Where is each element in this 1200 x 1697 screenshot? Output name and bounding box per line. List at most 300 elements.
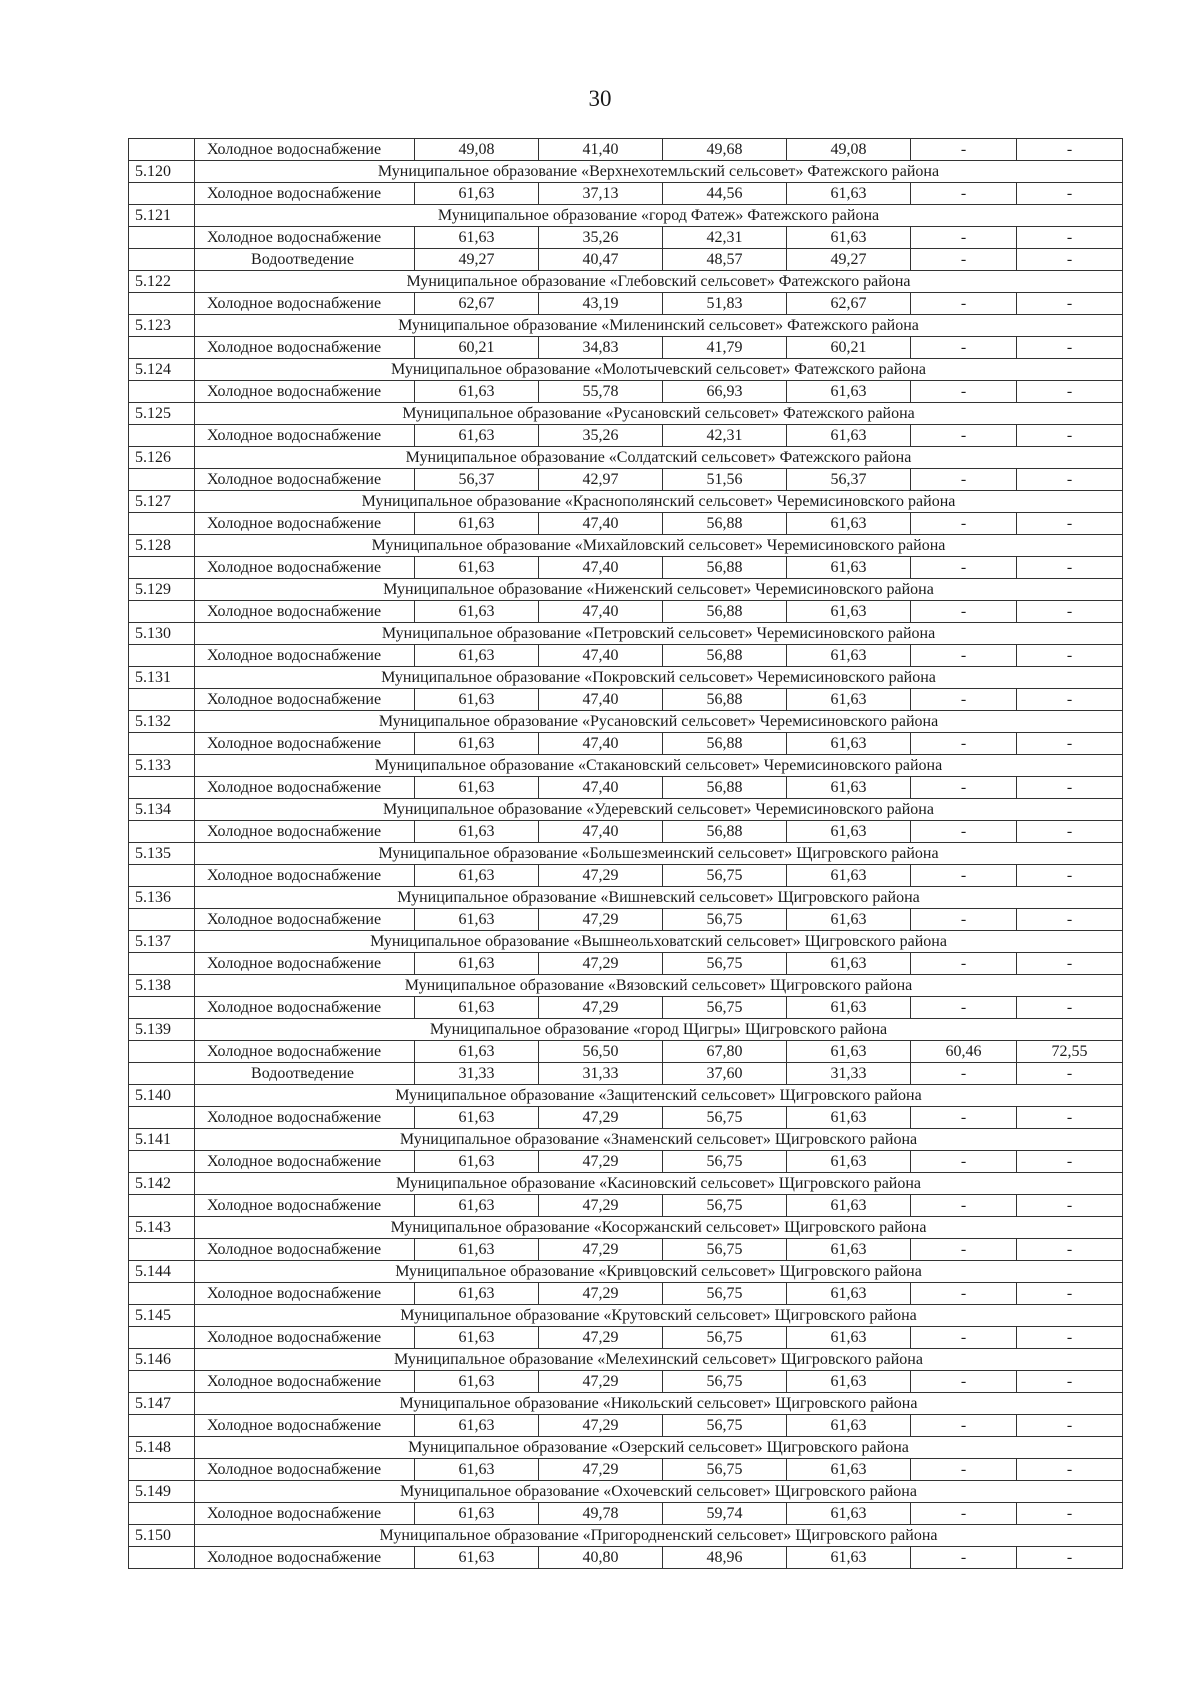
tariff-value-4: 61,63	[787, 425, 911, 447]
tariff-value-6: -	[1017, 865, 1123, 887]
municipality-row	[129, 1261, 1123, 1283]
service-row	[129, 293, 1123, 315]
municipality-title: Муниципальное образование «Покровский сельсовет» Черемисиновского района	[195, 667, 1123, 689]
municipality-title: Муниципальное образование «Никольский сельсовет» Щигровского района	[195, 1393, 1123, 1415]
tariff-value-3: 37,60	[663, 1063, 787, 1085]
item-number	[129, 1283, 195, 1305]
item-number: 5.144	[129, 1261, 195, 1283]
tariff-value-2: 47,40	[539, 513, 663, 535]
municipality-row	[129, 1217, 1123, 1239]
tariff-value-1: 61,63	[415, 1107, 539, 1129]
tariff-value-3: 56,88	[663, 733, 787, 755]
service-row	[129, 997, 1123, 1019]
municipality-title: Муниципальное образование «Солдатский сельсовет» Фатежского района	[195, 447, 1123, 469]
tariff-value-2: 47,29	[539, 1459, 663, 1481]
tariff-value-5: -	[911, 1547, 1017, 1569]
service-label: Холодное водоснабжение	[195, 953, 415, 975]
service-label: Холодное водоснабжение	[195, 1547, 415, 1569]
tariff-value-3: 66,93	[663, 381, 787, 403]
municipality-row	[129, 975, 1123, 997]
service-label: Холодное водоснабжение	[195, 425, 415, 447]
item-number	[129, 733, 195, 755]
item-number: 5.147	[129, 1393, 195, 1415]
municipality-title: Муниципальное образование «Вишневский сельсовет» Щигровского района	[195, 887, 1123, 909]
municipality-row	[129, 1393, 1123, 1415]
tariff-value-4: 61,63	[787, 1195, 911, 1217]
tariff-value-1: 61,63	[415, 1327, 539, 1349]
service-label: Холодное водоснабжение	[195, 139, 415, 161]
municipality-title: Муниципальное образование «Русановский сельсовет» Фатежского района	[195, 403, 1123, 425]
municipality-row	[129, 205, 1123, 227]
tariff-value-6: -	[1017, 1415, 1123, 1437]
tariff-value-1: 61,63	[415, 1371, 539, 1393]
tariff-value-4: 49,27	[787, 249, 911, 271]
tariff-value-2: 47,40	[539, 557, 663, 579]
municipality-row	[129, 1019, 1123, 1041]
tariff-value-5: -	[911, 1415, 1017, 1437]
tariff-value-1: 61,63	[415, 183, 539, 205]
tariff-value-6: -	[1017, 953, 1123, 975]
tariff-value-3: 56,88	[663, 689, 787, 711]
tariff-value-6: -	[1017, 1283, 1123, 1305]
tariff-value-5: -	[911, 469, 1017, 491]
tariff-value-4: 61,63	[787, 689, 911, 711]
service-label: Холодное водоснабжение	[195, 1503, 415, 1525]
municipality-row	[129, 1129, 1123, 1151]
item-number	[129, 183, 195, 205]
tariff-value-6: -	[1017, 249, 1123, 271]
tariff-value-6: -	[1017, 909, 1123, 931]
tariff-value-1: 62,67	[415, 293, 539, 315]
service-label: Холодное водоснабжение	[195, 1459, 415, 1481]
municipality-row	[129, 667, 1123, 689]
tariff-value-1: 61,63	[415, 1151, 539, 1173]
tariff-value-2: 47,40	[539, 733, 663, 755]
tariff-value-4: 61,63	[787, 1415, 911, 1437]
municipality-row	[129, 623, 1123, 645]
municipality-title: Муниципальное образование «Знаменский сельсовет» Щигровского района	[195, 1129, 1123, 1151]
tariff-value-3: 42,31	[663, 425, 787, 447]
municipality-row	[129, 1305, 1123, 1327]
tariff-value-6: -	[1017, 1503, 1123, 1525]
tariff-value-1: 61,63	[415, 513, 539, 535]
service-label: Холодное водоснабжение	[195, 1371, 415, 1393]
municipality-title: Муниципальное образование «Петровский сельсовет» Черемисиновского района	[195, 623, 1123, 645]
tariff-value-3: 56,88	[663, 777, 787, 799]
municipality-row	[129, 271, 1123, 293]
service-row	[129, 513, 1123, 535]
tariff-value-3: 49,68	[663, 139, 787, 161]
tariff-value-2: 37,13	[539, 183, 663, 205]
service-label: Холодное водоснабжение	[195, 1239, 415, 1261]
item-number: 5.132	[129, 711, 195, 733]
tariff-value-6: -	[1017, 1239, 1123, 1261]
tariff-value-2: 47,29	[539, 909, 663, 931]
tariff-value-2: 56,50	[539, 1041, 663, 1063]
tariff-value-5: -	[911, 1063, 1017, 1085]
tariff-value-5: -	[911, 381, 1017, 403]
tariff-value-1: 61,63	[415, 689, 539, 711]
service-row	[129, 227, 1123, 249]
municipality-title: Муниципальное образование «Верхнехотемльский сельсовет» Фатежского района	[195, 161, 1123, 183]
item-number: 5.130	[129, 623, 195, 645]
municipality-row	[129, 755, 1123, 777]
tariff-value-6: -	[1017, 1107, 1123, 1129]
municipality-title: Муниципальное образование «Вышнеольховатский сельсовет» Щигровского района	[195, 931, 1123, 953]
service-row	[129, 1459, 1123, 1481]
municipality-title: Муниципальное образование «Кривцовский сельсовет» Щигровского района	[195, 1261, 1123, 1283]
service-label: Водоотведение	[195, 1063, 415, 1085]
tariff-value-1: 61,63	[415, 1503, 539, 1525]
item-number: 5.123	[129, 315, 195, 337]
municipality-row	[129, 403, 1123, 425]
tariff-value-3: 48,57	[663, 249, 787, 271]
item-number	[129, 469, 195, 491]
service-row	[129, 1239, 1123, 1261]
tariff-value-2: 47,29	[539, 1283, 663, 1305]
tariff-value-5: -	[911, 953, 1017, 975]
tariff-value-6: -	[1017, 139, 1123, 161]
item-number	[129, 601, 195, 623]
tariff-value-3: 56,75	[663, 1195, 787, 1217]
municipality-title: Муниципальное образование «Озерский сельсовет» Щигровского района	[195, 1437, 1123, 1459]
tariff-value-6: -	[1017, 821, 1123, 843]
tariff-value-2: 47,29	[539, 1107, 663, 1129]
service-row	[129, 1371, 1123, 1393]
service-row	[129, 1107, 1123, 1129]
service-label: Холодное водоснабжение	[195, 293, 415, 315]
municipality-title: Муниципальное образование «Мелехинский сельсовет» Щигровского района	[195, 1349, 1123, 1371]
municipality-title: Муниципальное образование «город Фатеж» Фатежского района	[195, 205, 1123, 227]
tariff-value-6: -	[1017, 1151, 1123, 1173]
item-number: 5.137	[129, 931, 195, 953]
tariff-value-1: 61,63	[415, 557, 539, 579]
tariff-value-2: 47,29	[539, 1327, 663, 1349]
tariff-value-2: 35,26	[539, 425, 663, 447]
tariff-value-4: 61,63	[787, 1283, 911, 1305]
tariff-value-5: -	[911, 1327, 1017, 1349]
tariff-value-4: 61,63	[787, 865, 911, 887]
tariff-value-4: 61,63	[787, 513, 911, 535]
tariff-value-3: 56,75	[663, 1151, 787, 1173]
tariff-value-6: -	[1017, 997, 1123, 1019]
tariff-value-5: -	[911, 425, 1017, 447]
tariff-value-1: 61,63	[415, 821, 539, 843]
service-label: Холодное водоснабжение	[195, 865, 415, 887]
item-number: 5.133	[129, 755, 195, 777]
service-label: Холодное водоснабжение	[195, 227, 415, 249]
service-label: Холодное водоснабжение	[195, 1415, 415, 1437]
tariff-value-1: 31,33	[415, 1063, 539, 1085]
municipality-title: Муниципальное образование «Русановский сельсовет» Черемисиновского района	[195, 711, 1123, 733]
tariff-value-2: 47,29	[539, 1371, 663, 1393]
tariff-value-2: 40,47	[539, 249, 663, 271]
municipality-row	[129, 1525, 1123, 1547]
item-number	[129, 777, 195, 799]
item-number	[129, 1503, 195, 1525]
item-number: 5.143	[129, 1217, 195, 1239]
tariff-value-3: 59,74	[663, 1503, 787, 1525]
municipality-title: Муниципальное образование «Глебовский сельсовет» Фатежского района	[195, 271, 1123, 293]
tariff-value-4: 61,63	[787, 1459, 911, 1481]
tariff-value-3: 56,88	[663, 557, 787, 579]
item-number	[129, 337, 195, 359]
tariff-value-2: 47,29	[539, 1239, 663, 1261]
page-number: 30	[588, 86, 612, 111]
service-label: Холодное водоснабжение	[195, 1327, 415, 1349]
item-number	[129, 689, 195, 711]
item-number	[129, 645, 195, 667]
service-label: Холодное водоснабжение	[195, 997, 415, 1019]
tariff-value-4: 61,63	[787, 1371, 911, 1393]
tariff-value-4: 61,63	[787, 1107, 911, 1129]
tariff-value-4: 60,21	[787, 337, 911, 359]
tariff-value-1: 61,63	[415, 1041, 539, 1063]
service-row	[129, 645, 1123, 667]
tariff-value-5: -	[911, 139, 1017, 161]
tariff-value-2: 47,40	[539, 777, 663, 799]
tariff-value-2: 43,19	[539, 293, 663, 315]
municipality-row	[129, 1481, 1123, 1503]
municipality-title: Муниципальное образование «Вязовский сельсовет» Щигровского района	[195, 975, 1123, 997]
tariff-value-6: -	[1017, 183, 1123, 205]
tariff-value-5: -	[911, 183, 1017, 205]
tariff-value-3: 56,88	[663, 513, 787, 535]
tariff-value-6: -	[1017, 293, 1123, 315]
municipality-title: Муниципальное образование «Ниженский сельсовет» Черемисиновского района	[195, 579, 1123, 601]
tariff-value-3: 56,75	[663, 1459, 787, 1481]
municipality-row	[129, 579, 1123, 601]
tariff-value-5: -	[911, 821, 1017, 843]
municipality-title: Муниципальное образование «Пригородненский сельсовет» Щигровского района	[195, 1525, 1123, 1547]
service-row	[129, 821, 1123, 843]
tariff-value-2: 55,78	[539, 381, 663, 403]
item-number	[129, 1107, 195, 1129]
municipality-title: Муниципальное образование «Стакановский сельсовет» Черемисиновского района	[195, 755, 1123, 777]
service-label: Холодное водоснабжение	[195, 1107, 415, 1129]
tariff-value-1: 61,63	[415, 645, 539, 667]
tariff-value-1: 61,63	[415, 865, 539, 887]
tariff-value-4: 56,37	[787, 469, 911, 491]
item-number: 5.146	[129, 1349, 195, 1371]
tariff-value-3: 56,75	[663, 1327, 787, 1349]
municipality-row	[129, 315, 1123, 337]
service-row	[129, 1327, 1123, 1349]
municipality-title: Муниципальное образование «Охочевский сельсовет» Щигровского района	[195, 1481, 1123, 1503]
municipality-row	[129, 931, 1123, 953]
item-number: 5.120	[129, 161, 195, 183]
service-label: Холодное водоснабжение	[195, 601, 415, 623]
municipality-row	[129, 1173, 1123, 1195]
item-number: 5.124	[129, 359, 195, 381]
service-row	[129, 733, 1123, 755]
tariff-value-4: 61,63	[787, 1547, 911, 1569]
tariff-value-6: -	[1017, 557, 1123, 579]
tariff-value-5: -	[911, 1283, 1017, 1305]
tariff-value-4: 61,63	[787, 909, 911, 931]
tariff-value-6: -	[1017, 645, 1123, 667]
tariff-value-2: 31,33	[539, 1063, 663, 1085]
tariff-value-3: 41,79	[663, 337, 787, 359]
item-number: 5.135	[129, 843, 195, 865]
municipality-row	[129, 843, 1123, 865]
tariff-table-body	[129, 139, 1123, 1569]
tariff-value-4: 61,63	[787, 557, 911, 579]
tariff-value-5: -	[911, 733, 1017, 755]
tariff-value-1: 61,63	[415, 425, 539, 447]
municipality-title: Муниципальное образование «Краснополянский сельсовет» Черемисиновского района	[195, 491, 1123, 513]
item-number	[129, 1151, 195, 1173]
service-label: Холодное водоснабжение	[195, 733, 415, 755]
item-number	[129, 381, 195, 403]
municipality-row	[129, 535, 1123, 557]
tariff-value-1: 61,63	[415, 953, 539, 975]
service-row	[129, 469, 1123, 491]
municipality-row	[129, 1349, 1123, 1371]
item-number	[129, 821, 195, 843]
item-number: 5.134	[129, 799, 195, 821]
tariff-value-5: -	[911, 1503, 1017, 1525]
tariff-value-2: 47,40	[539, 689, 663, 711]
service-row	[129, 337, 1123, 359]
tariff-value-6: -	[1017, 1327, 1123, 1349]
tariff-value-3: 67,80	[663, 1041, 787, 1063]
service-row	[129, 909, 1123, 931]
tariff-value-2: 47,29	[539, 1415, 663, 1437]
tariff-value-4: 31,33	[787, 1063, 911, 1085]
tariff-value-5: 60,46	[911, 1041, 1017, 1063]
service-row	[129, 1415, 1123, 1437]
tariff-value-2: 47,29	[539, 1151, 663, 1173]
tariff-value-6: -	[1017, 1459, 1123, 1481]
tariff-value-3: 56,75	[663, 1107, 787, 1129]
service-label: Холодное водоснабжение	[195, 557, 415, 579]
tariff-value-3: 56,75	[663, 909, 787, 931]
service-label: Холодное водоснабжение	[195, 381, 415, 403]
tariff-value-3: 56,75	[663, 865, 787, 887]
item-number: 5.142	[129, 1173, 195, 1195]
tariff-value-5: -	[911, 1239, 1017, 1261]
service-row	[129, 381, 1123, 403]
municipality-title: Муниципальное образование «Большезмеинский сельсовет» Щигровского района	[195, 843, 1123, 865]
tariff-value-1: 61,63	[415, 909, 539, 931]
tariff-value-4: 61,63	[787, 821, 911, 843]
item-number: 5.145	[129, 1305, 195, 1327]
item-number	[129, 425, 195, 447]
tariff-value-1: 61,63	[415, 733, 539, 755]
tariff-value-1: 61,63	[415, 777, 539, 799]
item-number	[129, 139, 195, 161]
tariff-value-6: -	[1017, 425, 1123, 447]
tariff-value-4: 61,63	[787, 1041, 911, 1063]
municipality-title: Муниципальное образование «Молотычевский сельсовет» Фатежского района	[195, 359, 1123, 381]
tariff-value-4: 62,67	[787, 293, 911, 315]
tariff-value-2: 41,40	[539, 139, 663, 161]
item-number	[129, 1459, 195, 1481]
tariff-value-5: -	[911, 997, 1017, 1019]
service-label: Холодное водоснабжение	[195, 1151, 415, 1173]
tariff-value-5: -	[911, 227, 1017, 249]
service-row	[129, 1283, 1123, 1305]
tariff-value-3: 56,75	[663, 997, 787, 1019]
service-row	[129, 1041, 1123, 1063]
service-row	[129, 557, 1123, 579]
tariff-value-6: -	[1017, 513, 1123, 535]
tariff-value-1: 61,63	[415, 227, 539, 249]
service-row	[129, 777, 1123, 799]
tariff-value-1: 56,37	[415, 469, 539, 491]
item-number: 5.127	[129, 491, 195, 513]
tariff-value-1: 49,27	[415, 249, 539, 271]
tariff-value-6: -	[1017, 733, 1123, 755]
service-label: Холодное водоснабжение	[195, 909, 415, 931]
tariff-value-3: 56,75	[663, 1283, 787, 1305]
tariff-value-6: -	[1017, 337, 1123, 359]
tariff-value-6: -	[1017, 227, 1123, 249]
tariff-value-1: 61,63	[415, 1415, 539, 1437]
tariff-value-6: -	[1017, 601, 1123, 623]
service-label: Холодное водоснабжение	[195, 1041, 415, 1063]
item-number	[129, 513, 195, 535]
service-row	[129, 689, 1123, 711]
tariff-value-5: -	[911, 689, 1017, 711]
tariff-value-3: 48,96	[663, 1547, 787, 1569]
service-label: Холодное водоснабжение	[195, 821, 415, 843]
tariff-value-4: 61,63	[787, 601, 911, 623]
item-number: 5.150	[129, 1525, 195, 1547]
item-number	[129, 953, 195, 975]
tariff-value-6: -	[1017, 1195, 1123, 1217]
tariff-value-5: -	[911, 1107, 1017, 1129]
tariff-value-1: 61,63	[415, 1283, 539, 1305]
service-row	[129, 183, 1123, 205]
tariff-value-1: 60,21	[415, 337, 539, 359]
tariff-value-5: -	[911, 777, 1017, 799]
item-number: 5.129	[129, 579, 195, 601]
item-number: 5.125	[129, 403, 195, 425]
tariff-value-4: 61,63	[787, 227, 911, 249]
tariff-value-3: 56,88	[663, 645, 787, 667]
tariff-value-6: -	[1017, 1547, 1123, 1569]
tariff-value-5: -	[911, 513, 1017, 535]
tariff-value-2: 47,40	[539, 645, 663, 667]
tariff-value-1: 61,63	[415, 1459, 539, 1481]
tariff-value-2: 47,29	[539, 865, 663, 887]
item-number: 5.138	[129, 975, 195, 997]
tariff-value-4: 61,63	[787, 777, 911, 799]
item-number	[129, 1239, 195, 1261]
tariff-value-6: -	[1017, 1371, 1123, 1393]
tariff-value-4: 61,63	[787, 1151, 911, 1173]
item-number: 5.131	[129, 667, 195, 689]
tariff-value-3: 56,75	[663, 953, 787, 975]
municipality-row	[129, 161, 1123, 183]
tariff-value-3: 44,56	[663, 183, 787, 205]
tariff-value-1: 61,63	[415, 601, 539, 623]
service-row	[129, 601, 1123, 623]
service-row	[129, 425, 1123, 447]
municipality-title: Муниципальное образование «город Щигры» Щигровского района	[195, 1019, 1123, 1041]
tariff-value-6: -	[1017, 689, 1123, 711]
municipality-row	[129, 887, 1123, 909]
item-number	[129, 557, 195, 579]
item-number: 5.126	[129, 447, 195, 469]
item-number	[129, 1063, 195, 1085]
item-number	[129, 1371, 195, 1393]
service-row	[129, 1063, 1123, 1085]
item-number	[129, 1547, 195, 1569]
municipality-title: Муниципальное образование «Михайловский сельсовет» Черемисиновского района	[195, 535, 1123, 557]
